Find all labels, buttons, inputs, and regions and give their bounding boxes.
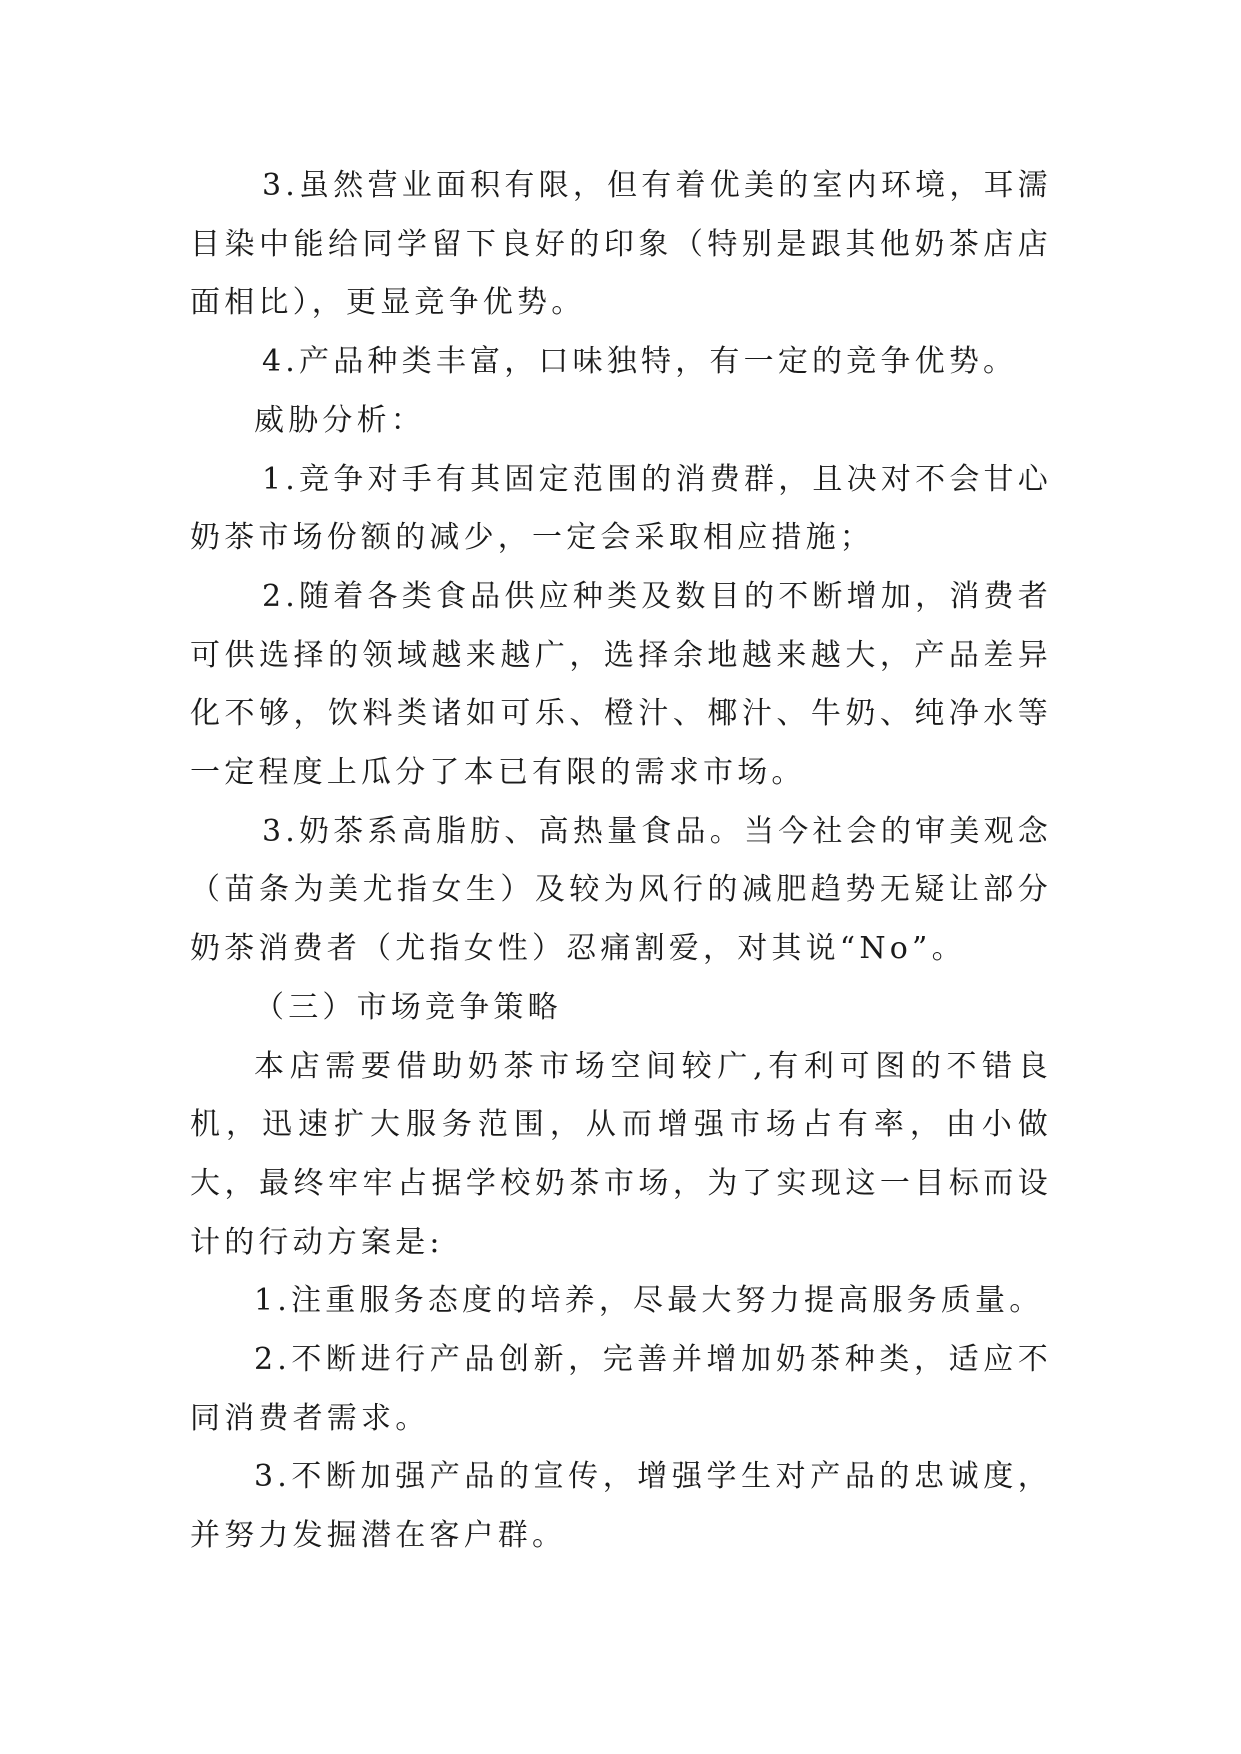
paragraph-advantage-4: 4.产品种类丰富，口味独特，有一定的竞争优势。 xyxy=(262,344,1018,380)
paragraph-threat-2: 2.随着各类食品供应种类及数目的不断增加，消费者可供选择的领域越来越广，选择余地越来越大，产品差异化不够，饮料类诸如可乐、橙汁、椰汁、牛奶、纯净水等一定程度上瓜分了本已有限的需求市场。 xyxy=(190,578,1052,791)
document-body xyxy=(190,157,1052,1566)
paragraph-threat-1: 1.竞争对手有其固定范围的消费群，且决对不会甘心奶茶市场份额的减少，一定会采取相应措施； xyxy=(190,461,1052,556)
threat-analysis-heading: 威胁分析： xyxy=(254,402,425,438)
paragraph-strategy-2: 2.不断进行产品创新，完善并增加奶茶种类，适应不同消费者需求。 xyxy=(190,1342,1052,1436)
paragraph-strategy-3: 3.不断加强产品的宣传，增强学生对产品的忠诚度，并努力发掘潜在客户群。 xyxy=(190,1459,1052,1554)
paragraph-strategy-intro: 本店需要借助奶茶市场空间较广,有利可图的不错良机，迅速扩大服务范围，从而增强市场占有率，由小做大，最终牢牢占据学校奶茶市场，为了实现这一目标而设计的行动方案是: xyxy=(190,1048,1052,1260)
paragraph-advantage-3: 3.虽然营业面积有限，但有着优美的室内环境，耳濡目染中能给同学留下良好的印象（特别是跟其他奶茶店店面相比），更显竞争优势。 xyxy=(190,168,1052,321)
paragraph-strategy-1: 1.注重服务态度的培养，尽最大努力提高服务质量。 xyxy=(254,1283,1044,1319)
paragraph-threat-3: 3.奶茶系高脂肪、高热量食品。当今社会的审美观念（苗条为美尤指女生）及较为风行的减肥趋势无疑让部分奶茶消费者（尤指女性）忍痛割爱，对其说“No”。 xyxy=(190,813,1052,967)
strategy-section-heading: （三）市场竞争策略 xyxy=(254,989,562,1025)
